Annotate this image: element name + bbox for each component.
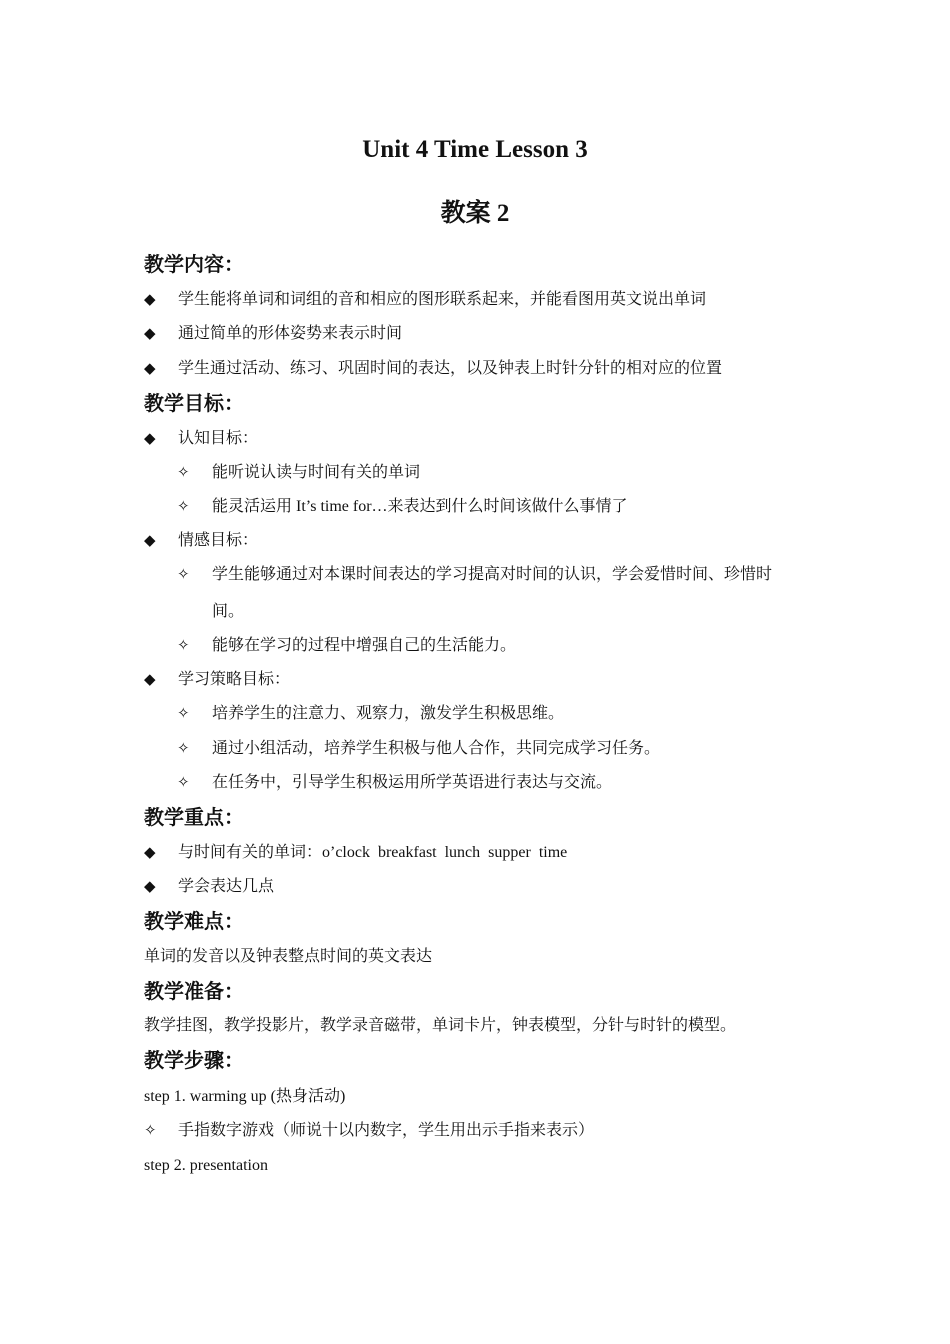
diamond-bullet-icon: ◆ [144,431,156,447]
sub-list-item-text: 能听说认读与时间有关的单词 [212,464,421,481]
diamond-bullet-icon: ◆ [144,845,156,861]
paragraph-text: 教学挂图，教学投影片，教学录音磁带，单词卡片，钟表模型，分针与时针的模型。 [144,1017,737,1034]
sub-list-item-text: 能够在学习的过程中增强自己的生活能力。 [212,637,517,654]
document-subtitle: 教案 2 [440,200,510,227]
star-bullet-icon: ✧ [177,638,190,654]
list-item-text: 学会表达几点 [178,878,275,895]
diamond-bullet-icon: ◆ [144,533,156,549]
list-item-text: 通过简单的形体姿势来表示时间 [178,325,403,342]
sub-list-item-text: 在任务中，引导学生积极运用所学英语进行表达与交流。 [212,774,613,791]
heading-difficulties: 教学难点： [144,911,244,933]
list-item-text: 学生通过活动、练习、巩固时间的表达，以及钟表上时针分针的相对应的位置 [178,360,723,377]
list-item-text: 手指数字游戏（师说十以内数字，学生用出示手指来表示） [178,1122,595,1139]
diamond-bullet-icon: ◆ [144,326,156,342]
list-item-text: 情感目标： [178,532,259,549]
star-bullet-icon: ✧ [177,499,190,515]
sub-list-item-text: 培养学生的注意力、观察力，激发学生积极思维。 [212,705,565,722]
sub-list-item-text: 能灵活运用 It’s time for…来表达到什么时间该做什么事情了 [212,498,628,515]
star-bullet-icon: ✧ [177,567,190,583]
heading-content: 教学内容： [144,254,244,276]
heading-key-points: 教学重点： [144,807,244,829]
sub-list-item-text: 通过小组活动，培养学生积极与他人合作，共同完成学习任务。 [212,740,661,757]
sub-list-item-text: 学生能够通过对本课时间表达的学习提高对时间的认识，学会爱惜时间、珍惜时 [212,566,773,583]
heading-steps: 教学步骤： [144,1050,244,1072]
document-title: Unit 4 Time Lesson 3 [362,136,588,163]
diamond-bullet-icon: ◆ [144,879,156,895]
step-text: step 2. presentation [144,1157,268,1174]
star-bullet-icon: ✧ [177,775,190,791]
heading-preparation: 教学准备： [144,981,244,1003]
diamond-bullet-icon: ◆ [144,672,156,688]
star-bullet-icon: ✧ [177,706,190,722]
star-bullet-icon: ✧ [177,465,190,481]
heading-goals: 教学目标： [144,393,244,415]
star-bullet-icon: ✧ [144,1123,157,1139]
diamond-bullet-icon: ◆ [144,292,156,308]
list-item-text: 学习策略目标： [178,671,291,688]
paragraph-text: 单词的发音以及钟表整点时间的英文表达 [144,948,433,965]
list-item-text: 认知目标： [178,430,259,447]
sub-list-item-text: 间。 [212,603,245,620]
list-item-text: 与时间有关的单词：o’clock breakfast lunch supper time [178,844,568,861]
diamond-bullet-icon: ◆ [144,361,156,377]
list-item-text: 学生能将单词和词组的音和相应的图形联系起来，并能看图用英文说出单词 [178,291,707,308]
step-text: step 1. warming up (热身活动) [144,1088,346,1105]
star-bullet-icon: ✧ [177,741,190,757]
